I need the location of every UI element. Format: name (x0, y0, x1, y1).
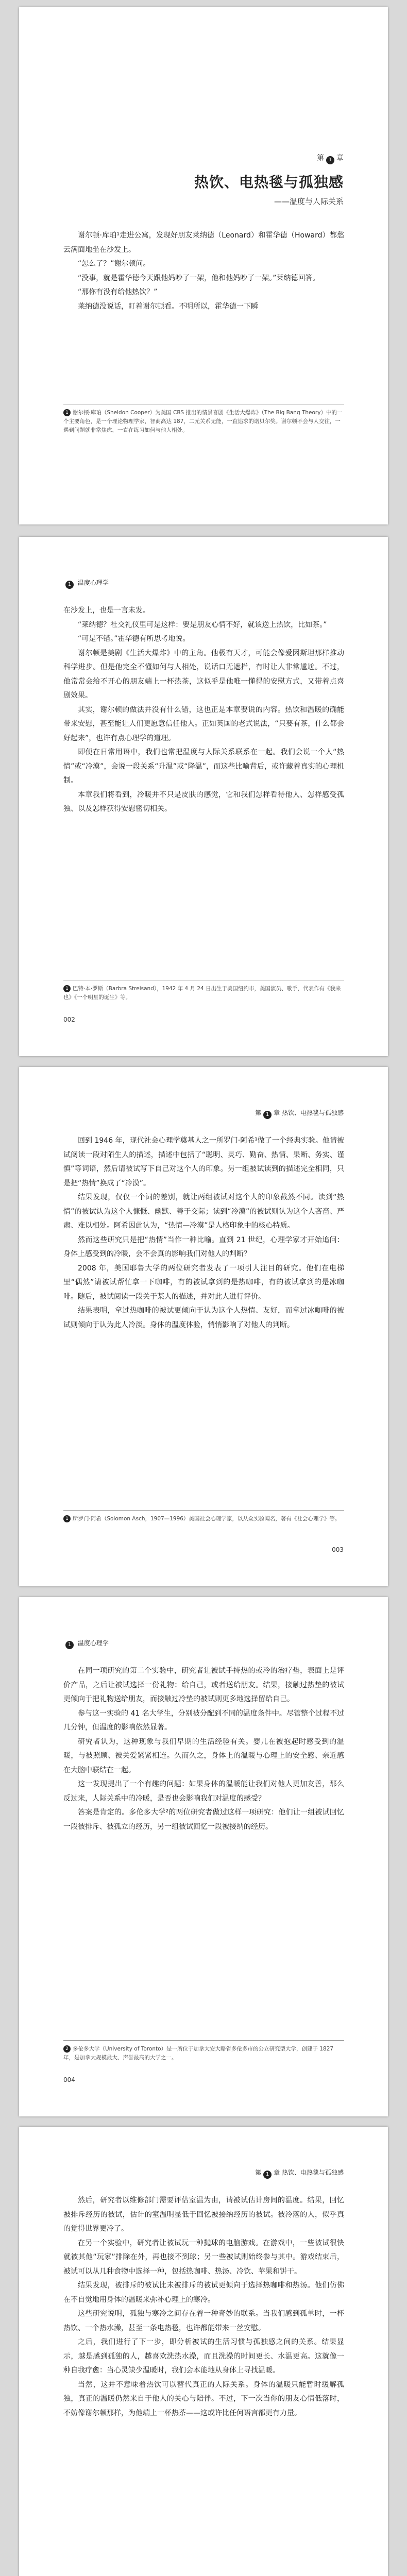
chapter-label-end: 章 (336, 154, 344, 162)
chapter-label-end: 章 (274, 1109, 280, 1116)
chapter-number-line (317, 152, 344, 164)
paragraph: 在另一个实验中，研究者让被试玩一种抛球的电脑游戏。在游戏中，一些被试很快就被其他“玩家”排除在外，再也接不到球；另一些被试则始终参与其中。游戏结束后，被试可以从几种食物中选择一种，包括热咖啡、热汤、冷饮、苹果和饼干。 (63, 2239, 344, 2276)
paragraph: 其实，谢尔顿的做法并没有什么错，这也正是本章要说的内容。热饮和温暖的确能带来安慰，甚至能让人们更愿意信任他人。正如英国的老式说法，“只要有茶，什么都会好起来”，也许有点心理学的道理。 (63, 705, 344, 742)
footnote (63, 980, 344, 1002)
chapter-label: 第 (317, 154, 324, 162)
chapter-number-badge: 1 (65, 1641, 74, 1649)
book-title: 温度心理学 (77, 579, 109, 586)
page-2-body (63, 604, 344, 817)
page-number: 002 (63, 1016, 75, 1023)
page-5 (19, 2127, 388, 2576)
paragraph: 结果发现，被排斥的被试比未被排斥的被试更倾向于选择热咖啡和热汤。他们仿佛在不自觉地用身体的温暖来弥补心理上的寒冷。 (63, 2281, 344, 2304)
footnote-marker: 1 (63, 1515, 71, 1522)
paragraph: 之后，我们进行了下一步，即分析被试的生活习惯与孤独感之间的关系。结果显示，越是感到孤独的人，越喜欢洗热水澡，而且洗澡的时间更长、水温更高。这就像一种自我疗愈：当心灵缺少温暖时，我们会本能地从身体上寻找温暖。 (63, 2338, 344, 2375)
footnote-marker: 2 (63, 2045, 71, 2053)
paragraph: 结果发现，仅仅一个词的差别，就让两组被试对这个人的印象截然不同。读到“热情”的被试认为这个人慷慨、幽默、善于交际；读到“冷漠”的被试则认为这个人吝啬、严肃、难以相处。阿希因此认为，“热情—冷漠”是人格印象中的核心特质。 (63, 1193, 344, 1230)
chapter-title: 热饮、电热毯与孤独感 (194, 174, 344, 191)
page-1-body (63, 229, 344, 314)
paragraph: 然后，研究者以维修部门需要评估室温为由，请被试估计房间的温度。结果，回忆被排斥经历的被试，估计的室温明显低于回忆被接纳经历的被试。被冷落的人，似乎真的觉得世界更冷了。 (63, 2196, 344, 2233)
paragraph: 回到 1946 年，现代社会心理学奠基人之一所罗门·阿希¹做了一个经典实验。他请被试阅读一段对陌生人的描述，描述中包括了“聪明、灵巧、勤奋、热情、果断、务实、谨慎”等词语，然后请被试写下自己对这个人的印象。另一组被试读到的描述完全相同，只是把“热情”换成了“冷漠”。 (63, 1137, 344, 1188)
page-5-body (63, 2194, 344, 2420)
footnote (63, 2040, 344, 2062)
paragraph: 在同一项研究的第二个实验中，研究者让被试手持热的或冷的治疗垫，表面上是评价产品，之后让被试选择一份礼物：给自己，或者送给朋友。结果，接触过热垫的被试更倾向于把礼物送给朋友，而接触过冷垫的被试则更多地选择留给自己。 (63, 1667, 344, 1703)
paragraph: 莱纳德没说话，盯着谢尔顿看。不明所以，霍华德一下瞬 (78, 302, 258, 311)
paragraph: 参与这一实验的 41 名大学生，分别被分配到不同的温度条件中。尽管整个过程不过几分钟，但温度的影响依然显著。 (63, 1709, 344, 1732)
chapter-running-title: 热饮、电热毯与孤独感 (281, 2169, 344, 2176)
page-number: 004 (63, 2076, 75, 2083)
paragraph: “可是不错。”霍华德有所思考地说。 (78, 635, 190, 643)
page-3 (19, 1067, 388, 1586)
chapter-subtitle: ——温度与人际关系 (274, 197, 344, 206)
paragraph: 结果表明，拿过热咖啡的被试更倾向于认为这个人热情、友好，而拿过冰咖啡的被试则倾向于认为此人冷淡。身体的温度体验，悄悄影响了对他人的判断。 (63, 1307, 344, 1329)
running-header (63, 1638, 109, 1649)
paragraph: 然而这些研究只是把“热情”当作一种比喻。直到 21 世纪，心理学家才开始追问：身体上感受到的冷暖，会不会真的影响我们对他人的判断？ (63, 1235, 344, 1258)
paragraph: “没事，就是霍华德今天跟他妈吵了一架，他和他妈吵了一架。”莱纳德回答。 (78, 274, 320, 282)
paragraph: 本章我们将看到，冷暖并不只是皮肤的感觉，它和我们怎样看待他人、怎样感受孤独、以及怎样获得安慰密切相关。 (63, 790, 344, 813)
chapter-number-badge: 1 (263, 2171, 272, 2179)
footnote-text: 谢尔顿·库珀（Sheldon Cooper）为美国 CBS 推出的情景喜剧《生活大爆炸》（The Big Bang Theory）中的一个主要角色，是一个理论物理学家，智商高达 187，二元关系无能，一直追求的诺贝尔奖。谢尔顿不会与人交往，一遇到问题就非常焦虑，一直在练习如何与他人相处。 (63, 410, 343, 433)
paragraph: “怎么了？”谢尔顿问。 (78, 260, 150, 268)
chapter-running-title: 热饮、电热毯与孤独感 (281, 1109, 344, 1116)
footnote-marker: 1 (63, 985, 71, 992)
paragraph: 谢尔顿是美剧《生活大爆炸》中的主角。他极有天才，可能会像爱因斯坦那样推动科学进步。但是他完全不懂如何与人相处，说话口无遮拦，有时让人非常尴尬。不过，他常常会给不开心的朋友端上一杯热茶，这似乎是他唯一懂得的安慰方式，又带着点喜剧效果。 (63, 649, 344, 700)
page-number: 003 (332, 1546, 344, 1553)
paragraph: 这一发现提出了一个有趣的问题：如果身体的温暖能让我们对他人更加友善，那么反过来，人际关系中的冷暖，是否也会影响我们对温度的感受？ (63, 1780, 344, 1803)
paragraph: 在沙发上，也是一言未发。 (63, 606, 150, 615)
footnote-text: 多伦多大学（University of Toronto）是一所位于加拿大安大略省多伦多市的公立研究型大学，创建于 1827 年，是加拿大规模最大、声誉最高的大学之一。 (63, 2046, 334, 2061)
page-1 (19, 7, 388, 524)
paragraph: 谢尔顿·库珀¹走进公寓，发现好朋友莱纳德（Leonard）和霍华德（Howard）都愁云满面地坐在沙发上。 (63, 231, 344, 254)
paragraph: “莱纳德？社交礼仪里可是这样：要是朋友心情不好，就该送上热饮，比如茶。” (78, 620, 327, 629)
paragraph: 2008 年，美国耶鲁大学的两位研究者发表了一项引人注目的研究。他们在电梯里“偶然”请被试帮忙拿一下咖啡，有的被试拿到的是热咖啡，有的被试拿到的是冰咖啡。随后，被试阅读一段关于某人的描述，并对此人进行评价。 (63, 1264, 344, 1301)
page-3-body (63, 1134, 344, 1332)
page-2 (19, 537, 388, 1056)
chapter-number-badge: 1 (263, 1111, 272, 1119)
paragraph: 即便在日常用语中，我们也常把温度与人际关系联系在一起。我们会说一个人“热情”或“冷漠”，会说一段关系“升温”或“降温”，而这些比喻背后，或许藏着真实的心理机制。 (63, 748, 344, 785)
footnote-text: 巴特·本·罗斯（Barbra Streisand），1942 年 4 月 24 日出生于美国纽约市，美国演员、歌手，代表作有《我来也》《一个明星的诞生》等。 (63, 986, 341, 1001)
chapter-label: 第 (255, 2169, 262, 2176)
book-title: 温度心理学 (77, 1639, 109, 1647)
running-header (63, 578, 109, 589)
footnote (63, 404, 344, 435)
chapter-label: 第 (255, 1109, 262, 1116)
running-header (255, 1108, 344, 1119)
paragraph: 研究者认为，这种现象与我们早期的生活经验有关。婴儿在被抱起时感受到的温暖，与被照顾、被关爱紧紧相连。久而久之，身体上的温暖与心理上的安全感、亲近感在大脑中联结在一起。 (63, 1737, 344, 1774)
footnote-text: 所罗门·阿希（Solomon Asch，1907—1996）美国社会心理学家，以从众实验闻名，著有《社会心理学》等。 (73, 1516, 341, 1522)
page-4-body (63, 1664, 344, 1834)
page-4 (19, 1597, 388, 2116)
paragraph: 这些研究说明，孤独与寒冷之间存在着一种奇妙的联系。当我们感到孤单时，一杯热饮、一个热水澡，甚至一条电热毯，也许都能带来一丝安慰。 (63, 2310, 344, 2332)
footnote (63, 1510, 344, 1523)
paragraph: 当然，这并不意味着热饮可以替代真正的人际关系。身体的温暖只能暂时缓解孤独，真正的温暖仍然来自于他人的关心与陪伴。不过，下一次当你的朋友心情低落时，不妨像谢尔顿那样，为他端上一杯热茶——这或许比任何语言都更有力量。 (63, 2380, 344, 2417)
paragraph: 答案是肯定的。多伦多大学²的两位研究者做过这样一项研究：他们让一组被试回忆一段被排斥、被孤立的经历，另一组被试回忆一段被接纳的经历。 (63, 1808, 344, 1831)
running-header (255, 2168, 344, 2179)
chapter-label-end: 章 (274, 2169, 280, 2176)
footnote-marker: 1 (63, 409, 71, 416)
chapter-number-badge: 1 (65, 581, 74, 589)
paragraph: “那你有没有给他热饮？” (78, 288, 158, 296)
chapter-number-badge: 1 (326, 156, 334, 164)
